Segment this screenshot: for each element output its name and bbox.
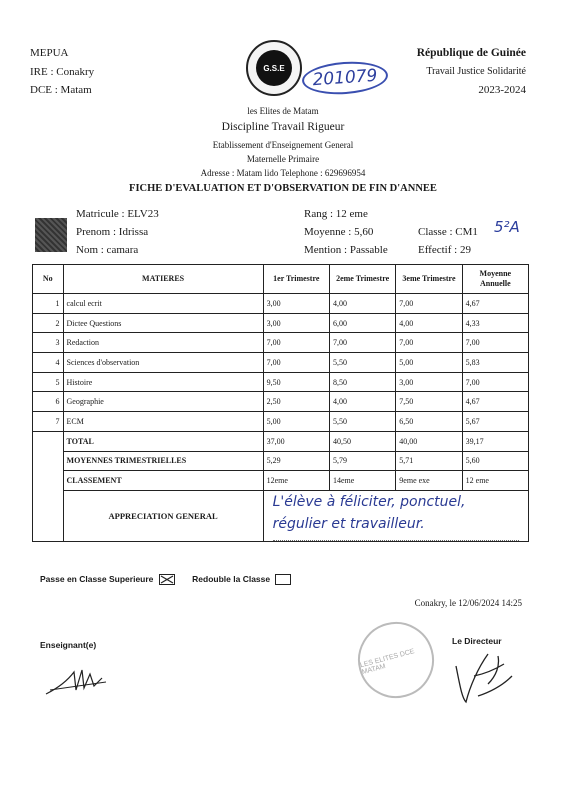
document-title: FICHE D'EVALUATION ET D'OBSERVATION DE FIN D'ANNEE xyxy=(129,183,437,194)
classement-t3: 9eme exe xyxy=(396,471,462,491)
table-row xyxy=(33,333,529,353)
row-avg: 4,33 xyxy=(462,313,528,333)
classement-t1: 12eme xyxy=(263,471,329,491)
handwritten-ref-number: 201079 xyxy=(301,59,389,97)
total-t3: 40,00 xyxy=(396,431,462,451)
row-t3: 4,00 xyxy=(396,313,462,333)
row-t2: 5,50 xyxy=(329,412,395,432)
row-avg: 7,00 xyxy=(462,333,528,353)
header-right xyxy=(417,44,526,100)
school-address: Adresse : Matam lido Telephone : 629696954 xyxy=(200,168,366,178)
row-t3: 7,00 xyxy=(396,294,462,314)
classement-avg: 12 eme xyxy=(462,471,528,491)
appreciation-line-1: L'élève à féliciter, ponctuel, xyxy=(272,493,466,510)
col-header-avg: Moyenne Annuelle xyxy=(462,265,528,294)
row-t2: 8,50 xyxy=(329,372,395,392)
row-no: 4 xyxy=(33,353,64,373)
appreciation-label: APPRECIATION GENERAL xyxy=(63,490,263,541)
row-no: 1 xyxy=(33,294,64,314)
logo-text: G.S.E xyxy=(256,50,292,86)
effectif: Effectif : 29 xyxy=(418,244,471,256)
row-t1: 7,00 xyxy=(263,353,329,373)
school-stamp: LES ELITES DCE MATAM xyxy=(349,613,442,706)
ire-label: IRE : Conakry xyxy=(30,65,95,78)
row-t1: 9,50 xyxy=(263,372,329,392)
appreciation-dotted-line xyxy=(273,539,519,541)
moyennes-label: MOYENNES TRIMESTRIELLES xyxy=(63,451,263,471)
table-header-row xyxy=(33,265,529,294)
moyennes-t2: 5,79 xyxy=(329,451,395,471)
school-level: Maternelle Primaire xyxy=(246,154,320,164)
teacher-signature xyxy=(44,660,114,700)
row-subject: Sciences d'observation xyxy=(63,353,263,373)
total-t2: 40,50 xyxy=(329,431,395,451)
table-row xyxy=(33,412,529,432)
table-row xyxy=(33,353,529,373)
grades-table xyxy=(32,264,529,542)
header-left xyxy=(30,44,94,100)
classe: Classe : CM1 xyxy=(418,226,478,238)
rang: Rang : 12 eme xyxy=(304,208,368,220)
row-no: 6 xyxy=(33,392,64,412)
moyennes-row xyxy=(33,451,529,471)
classement-row xyxy=(33,471,529,491)
row-t2: 4,00 xyxy=(329,392,395,412)
row-subject: Redaction xyxy=(63,333,263,353)
passe-label: Passe en Classe Superieure xyxy=(40,574,154,584)
row-t2: 6,00 xyxy=(329,313,395,333)
moyennes-t3: 5,71 xyxy=(396,451,462,471)
classement-t2: 14eme xyxy=(329,471,395,491)
issue-date: Conakry, le 12/06/2024 14:25 xyxy=(414,598,522,608)
classement-label: CLASSEMENT xyxy=(63,471,263,491)
row-t3: 5,00 xyxy=(396,353,462,373)
moyennes-t1: 5,29 xyxy=(263,451,329,471)
col-header-t1: 1er Trimestre xyxy=(263,265,329,294)
ministry-label: MEPUA xyxy=(30,47,69,59)
passe-checkbox-checked[interactable] xyxy=(159,574,175,585)
col-header-subject: MATIERES xyxy=(63,265,263,294)
row-t1: 3,00 xyxy=(263,313,329,333)
national-motto: Travail Justice Solidarité xyxy=(426,65,526,77)
table-row xyxy=(33,392,529,412)
row-avg: 5,67 xyxy=(462,412,528,432)
row-avg: 4,67 xyxy=(462,392,528,412)
summary-blank-cell xyxy=(33,431,64,541)
republic-label: République de Guinée xyxy=(416,47,526,59)
row-t1: 2,50 xyxy=(263,392,329,412)
col-header-t2: 2eme Trimestre xyxy=(329,265,395,294)
matricule: Matricule : ELV23 xyxy=(76,208,159,220)
appreciation-cell xyxy=(263,490,528,541)
row-avg: 4,67 xyxy=(462,294,528,314)
row-t3: 7,50 xyxy=(396,392,462,412)
row-subject: calcul ecrit xyxy=(63,294,263,314)
row-subject: Geographie xyxy=(63,392,263,412)
row-avg: 7,00 xyxy=(462,372,528,392)
appreciation-row xyxy=(33,490,529,541)
row-t1: 7,00 xyxy=(263,333,329,353)
row-t2: 7,00 xyxy=(329,333,395,353)
moyennes-avg: 5,60 xyxy=(462,451,528,471)
directeur-label: Le Directeur xyxy=(452,636,502,646)
col-header-t3: 3eme Trimestre xyxy=(396,265,462,294)
row-t3: 3,00 xyxy=(396,372,462,392)
col-header-no: No xyxy=(33,265,64,294)
school-type: Etablissement d'Enseignement General xyxy=(212,140,354,150)
total-t1: 37,00 xyxy=(263,431,329,451)
dce-label: DCE : Matam xyxy=(30,84,92,96)
row-t3: 7,00 xyxy=(396,333,462,353)
total-row xyxy=(33,431,529,451)
prenom: Prenom : Idrissa xyxy=(76,226,149,238)
redouble-label: Redouble la Classe xyxy=(192,574,271,584)
school-year: 2023-2024 xyxy=(478,84,526,96)
school-logo xyxy=(246,40,302,96)
total-avg: 39,17 xyxy=(462,431,528,451)
school-motto: Discipline Travail Rigueur xyxy=(221,121,345,133)
handwritten-class-note: 5²A xyxy=(494,218,520,236)
row-no: 3 xyxy=(33,333,64,353)
decision-line xyxy=(40,574,294,585)
row-no: 2 xyxy=(33,313,64,333)
row-t3: 6,50 xyxy=(396,412,462,432)
student-photo xyxy=(35,218,67,252)
director-signature xyxy=(448,646,518,706)
row-no: 7 xyxy=(33,412,64,432)
row-subject: ECM xyxy=(63,412,263,432)
row-no: 5 xyxy=(33,372,64,392)
row-t1: 3,00 xyxy=(263,294,329,314)
table-row xyxy=(33,372,529,392)
row-t1: 5,00 xyxy=(263,412,329,432)
appreciation-line-2: régulier et travailleur. xyxy=(272,515,425,532)
row-t2: 5,50 xyxy=(329,353,395,373)
moyenne: Moyenne : 5,60 xyxy=(304,226,374,238)
row-subject: Dictee Questions xyxy=(63,313,263,333)
check-cross-icon xyxy=(160,575,174,584)
row-t2: 4,00 xyxy=(329,294,395,314)
school-name: les Elites de Matam xyxy=(247,106,319,116)
table-row xyxy=(33,294,529,314)
nom: Nom : camara xyxy=(76,244,139,256)
redouble-checkbox[interactable] xyxy=(275,574,291,585)
row-avg: 5,83 xyxy=(462,353,528,373)
enseignant-label: Enseignant(e) xyxy=(40,640,97,650)
row-subject: Histoire xyxy=(63,372,263,392)
mention: Mention : Passable xyxy=(304,244,388,256)
table-row xyxy=(33,313,529,333)
total-label: TOTAL xyxy=(63,431,263,451)
